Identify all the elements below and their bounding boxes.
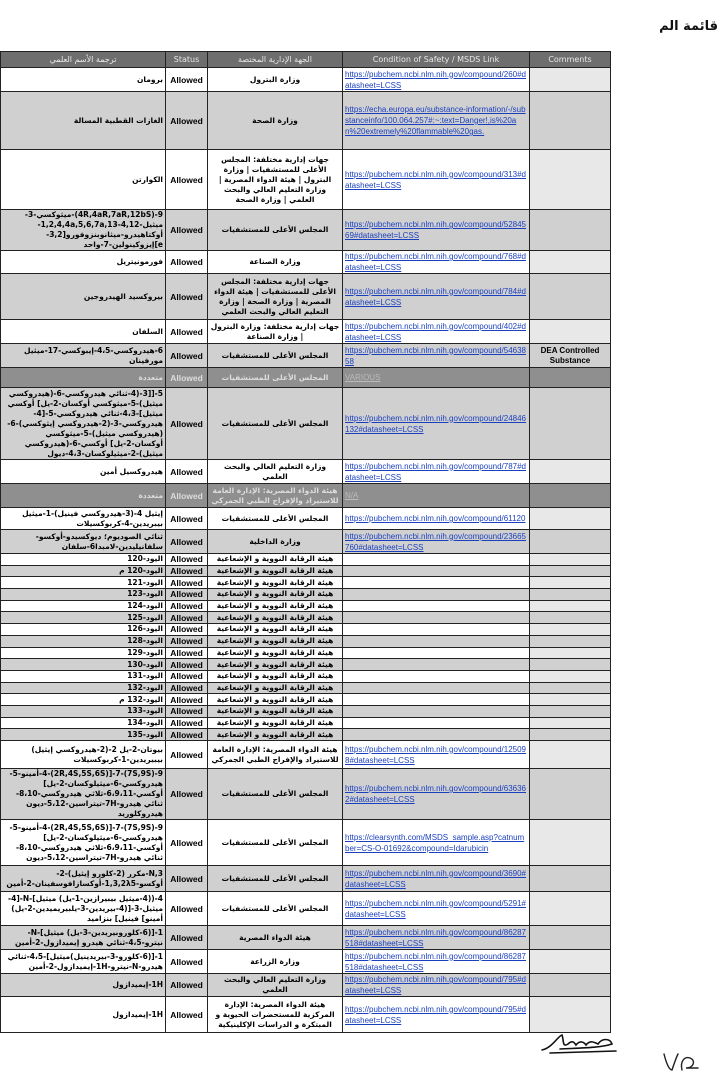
cell-authority: جهات إدارية مختلفة: المجلس الأعلى للمستشفيات | هيئة الدواء المصرية | وزارة الصحة | وزارة التعليم العالي والبحث العلمي [208, 274, 343, 320]
header-status: Status [166, 52, 208, 68]
cell-authority: هيئة الرقابة النووية و الإشعاعية [208, 717, 343, 729]
cell-comment [530, 866, 611, 892]
table-row [1, 484, 611, 508]
cell-comment [530, 624, 611, 636]
cell-status: Allowed [166, 368, 208, 388]
cell-authority: هيئة الرقابة النووية و الإشعاعية [208, 694, 343, 706]
cell-status: Allowed [166, 892, 208, 926]
table-row [1, 694, 611, 706]
cell-link [343, 705, 530, 717]
cell-link[interactable]: https://pubchem.ncbi.nlm.nih.gov/compound/5291#datasheet=LCSS [343, 892, 530, 926]
cell-status: Allowed [166, 769, 208, 820]
cell-status: Allowed [166, 694, 208, 706]
cell-status: Allowed [166, 484, 208, 508]
cell-authority: هيئة الرقابة النووية و الإشعاعية [208, 589, 343, 601]
cell-link[interactable]: https://pubchem.ncbi.nlm.nih.gov/compound/5463858 [343, 344, 530, 368]
cell-link[interactable]: https://pubchem.ncbi.nlm.nih.gov/compound/787#datasheet=LCSS [343, 460, 530, 484]
cell-name: اليود-120 [1, 554, 166, 566]
cell-comment [530, 320, 611, 344]
cell-comment [530, 741, 611, 769]
cell-name: اليود-126 [1, 624, 166, 636]
cell-status: Allowed [166, 682, 208, 694]
cell-link[interactable]: https://clearsynth.com/MSDS_sample.asp?catnumber=CS-O-01692&compound=Idarubicin [343, 820, 530, 866]
cell-link [343, 612, 530, 624]
cell-comment [530, 368, 611, 388]
cell-name: 9-(7S,9S)-7-[(2R,4S,5S,6S)-4-أمينو-5-هيدروكسي-6-ميثيلوكسان-2-يل] أوكسي-6،9،11-ثلاثي هيدروكسي-8،10-ثنائي هيدرو-7H-تيتراسين-5،12-ديون [1, 820, 166, 866]
cell-comment [530, 926, 611, 950]
cell-status: Allowed [166, 344, 208, 368]
cell-authority: وزارة الزراعة [208, 950, 343, 974]
table-row [1, 682, 611, 694]
cell-link: N/A [343, 484, 530, 508]
cell-comment [530, 729, 611, 741]
cell-link [343, 647, 530, 659]
table-row [1, 460, 611, 484]
cell-status: Allowed [166, 866, 208, 892]
cell-name: اليود-133 [1, 705, 166, 717]
cell-link[interactable]: https://pubchem.ncbi.nlm.nih.gov/compound/24846132#datasheet=LCSS [343, 388, 530, 460]
cell-comment [530, 565, 611, 577]
cell-name: السلفان [1, 320, 166, 344]
table-row [1, 670, 611, 682]
table-row [1, 866, 611, 892]
cell-link[interactable]: https://pubchem.ncbi.nlm.nih.gov/compound/795#datasheet=LCSS [343, 974, 530, 997]
cell-name: بيروكسيد الهيدروجين [1, 274, 166, 320]
cell-link [343, 694, 530, 706]
cell-status: Allowed [166, 251, 208, 274]
table-row [1, 150, 611, 210]
cell-link [343, 717, 530, 729]
cell-authority: هيئة الرقابة النووية و الإشعاعية [208, 647, 343, 659]
cell-link[interactable]: https://pubchem.ncbi.nlm.nih.gov/compound/23665760#datasheet=LCSS [343, 530, 530, 554]
table-row [1, 647, 611, 659]
table-row [1, 530, 611, 554]
cell-status: Allowed [166, 820, 208, 866]
cell-authority: وزارة التعليم العالي والبحث العلمي [208, 974, 343, 997]
table-row [1, 251, 611, 274]
cell-comment [530, 820, 611, 866]
signature-mark [540, 1030, 620, 1056]
cell-authority: هيئة الرقابة النووية و الإشعاعية [208, 624, 343, 636]
cell-comment [530, 950, 611, 974]
cell-status: Allowed [166, 974, 208, 997]
cell-status: Allowed [166, 589, 208, 601]
cell-comment [530, 92, 611, 150]
table-row [1, 717, 611, 729]
cell-link [343, 624, 530, 636]
cell-status: Allowed [166, 635, 208, 647]
cell-authority: هيئة الدواء المصرية: الإدارة العامة للاستيراد والإفراج الطبي الجمركي [208, 484, 343, 508]
cell-authority: هيئة الدواء المصرية: الإدارة العامة للاستيراد والإفراج الطبي الجمركي [208, 741, 343, 769]
cell-name: اليود-128 [1, 635, 166, 647]
cell-comment [530, 274, 611, 320]
header-authority: الجهة الإدارية المختصة [208, 52, 343, 68]
cell-link [343, 589, 530, 601]
cell-link[interactable]: https://pubchem.ncbi.nlm.nih.gov/compound/402#datasheet=LCSS [343, 320, 530, 344]
cell-authority: هيئة الرقابة النووية و الإشعاعية [208, 612, 343, 624]
table-row [1, 344, 611, 368]
cell-link[interactable]: https://pubchem.ncbi.nlm.nih.gov/compound/795#datasheet=LCSS [343, 997, 530, 1033]
cell-link [343, 554, 530, 566]
table-row [1, 926, 611, 950]
cell-name: 1H-إيميدازول [1, 974, 166, 997]
cell-status: Allowed [166, 320, 208, 344]
cell-name: 5-[[3-(4-ثنائي هيدروكسي-6-(هيدروكسي ميثيل)-5-ميثوكسي أوكسان-2-يل] أوكسي ميثيل]-4،3-ثنائي هيدروكسي-5-[4-هيدروكسي-3-(2-هيدروكسي إيثوكسي)-6-(هيدروكسي ميثيل)-5-ميثوكسي أوكسان-2-يل] أوكسي-6-(هيدروكسي ميثيل)-2-ميثيلوكسان-4،3-ديول [1, 388, 166, 460]
cell-authority: هيئة الرقابة النووية و الإشعاعية [208, 670, 343, 682]
table-row [1, 950, 611, 974]
table-row [1, 274, 611, 320]
cell-link[interactable]: https://pubchem.ncbi.nlm.nih.gov/compound/5284569#datasheet=LCSS [343, 210, 530, 251]
page-number [660, 1048, 700, 1074]
cell-name: 9-(4R,4aR,7aR,12bS)-ميثوكسي-3-ميثيل-4,12-1,2,4,4a,5,6,7a,13-أوكتاهيدرو-ميثانوبنزوفورو[3,2-e]إيزوكينولين-7-واحد [1, 210, 166, 251]
cell-link[interactable]: https://pubchem.ncbi.nlm.nih.gov/compound/125098#datasheet=LCSS [343, 741, 530, 769]
cell-authority: هيئة الرقابة النووية و الإشعاعية [208, 705, 343, 717]
cell-status: Allowed [166, 565, 208, 577]
cell-status: Allowed [166, 926, 208, 950]
table-row [1, 741, 611, 769]
cell-link[interactable]: https://pubchem.ncbi.nlm.nih.gov/compound/61120 [343, 508, 530, 530]
cell-comment [530, 997, 611, 1033]
cell-link[interactable]: https://pubchem.ncbi.nlm.nih.gov/compound/784#datasheet=LCSS [343, 274, 530, 320]
cell-authority: المجلس الأعلى للمستشفيات [208, 388, 343, 460]
header-link: Condition of Safety / MSDS Link [343, 52, 530, 68]
cell-name: بيوتان-2-يل 2-(2-هيدروكسي إيثيل) بيبيريدين-1-كربوكسيلات [1, 741, 166, 769]
cell-name: اليود-121 [1, 577, 166, 589]
table-row [1, 68, 611, 92]
cell-authority: هيئة الرقابة النووية و الإشعاعية [208, 565, 343, 577]
cell-comment [530, 68, 611, 92]
table-row [1, 210, 611, 251]
cell-authority: هيئة الرقابة النووية و الإشعاعية [208, 729, 343, 741]
cell-comment [530, 150, 611, 210]
header-comments: Comments [530, 52, 611, 68]
cell-authority: وزارة الصناعة [208, 251, 343, 274]
cell-link[interactable]: https://pubchem.ncbi.nlm.nih.gov/compound/768#datasheet=LCSS [343, 251, 530, 274]
cell-authority: المجلس الأعلى للمستشفيات [208, 508, 343, 530]
cell-status: Allowed [166, 670, 208, 682]
cell-link: VARIOUS [343, 368, 530, 388]
cell-comment [530, 508, 611, 530]
cell-comment [530, 484, 611, 508]
cell-link[interactable]: https://pubchem.ncbi.nlm.nih.gov/compound/86287518#datasheet=LCSS [343, 926, 530, 950]
cell-status: Allowed [166, 624, 208, 636]
cell-authority: وزارة البترول [208, 68, 343, 92]
table-row [1, 92, 611, 150]
cell-status: Allowed [166, 705, 208, 717]
cell-status: Allowed [166, 150, 208, 210]
cell-status: Allowed [166, 659, 208, 671]
document-title: قائمة الم [659, 19, 718, 34]
cell-comment [530, 892, 611, 926]
cell-authority: وزارة التعليم العالي والبحث العلمي [208, 460, 343, 484]
table-row [1, 320, 611, 344]
cell-link[interactable]: https://pubchem.ncbi.nlm.nih.gov/compound/3690#datasheet=LCSS [343, 866, 530, 892]
cell-name: 1-[(6-كلوروبيريدين-3-يل) ميثيل]-N-نيترو-4،5-ثنائي هيدرو إيميدازول-2-أمين [1, 926, 166, 950]
cell-authority: وزارة الداخلية [208, 530, 343, 554]
cell-link [343, 729, 530, 741]
cell-status: Allowed [166, 729, 208, 741]
table-row [1, 600, 611, 612]
cell-name: فورمونيتريل [1, 251, 166, 274]
table-row [1, 997, 611, 1033]
cell-status: Allowed [166, 612, 208, 624]
cell-status: Allowed [166, 647, 208, 659]
cell-comment [530, 554, 611, 566]
table-row [1, 589, 611, 601]
cell-comment: DEA Controlled Substance [530, 344, 611, 368]
cell-status: Allowed [166, 388, 208, 460]
cell-comment [530, 647, 611, 659]
table-row [1, 729, 611, 741]
table-row [1, 892, 611, 926]
cell-name: اليود-135 [1, 729, 166, 741]
table-row [1, 508, 611, 530]
cell-name: 1H-إيميدازول [1, 997, 166, 1033]
table-row [1, 565, 611, 577]
cell-name: N,3-مكرر (2-كلورو إيثيل)-2-أوكسو-1,3,2λ5-أوكسازافوسفينان-2-أمين [1, 866, 166, 892]
cell-authority: هيئة الرقابة النووية و الإشعاعية [208, 577, 343, 589]
cell-comment [530, 612, 611, 624]
cell-status: Allowed [166, 508, 208, 530]
cell-name: برومان [1, 68, 166, 92]
table-row [1, 659, 611, 671]
cell-name: اليود-134 [1, 717, 166, 729]
cell-comment [530, 251, 611, 274]
table-row [1, 554, 611, 566]
cell-comment [530, 705, 611, 717]
cell-name: اليود-129 [1, 647, 166, 659]
cell-comment [530, 635, 611, 647]
cell-status: Allowed [166, 600, 208, 612]
table-body [1, 68, 611, 1033]
cell-status: Allowed [166, 717, 208, 729]
cell-comment [530, 577, 611, 589]
cell-comment [530, 460, 611, 484]
cell-name: 4-((4-ميثيل بيبيرازين-1-يل) ميثيل]-N-[4-ميثيل-3-[(4-بيريدين-3-يلبيريميدين-2-يل) أمينو] فينيل] بنزاميد [1, 892, 166, 926]
cell-comment [530, 210, 611, 251]
cell-link [343, 635, 530, 647]
cell-status: Allowed [166, 554, 208, 566]
cell-authority: هيئة الدواء المصرية [208, 926, 343, 950]
cell-link[interactable]: https://echa.europa.eu/substance-information/-/substanceinfo/100.064.257#:~:text=Danger!,is%20an%20extremely%20flammable%20gas. [343, 92, 530, 150]
cell-authority: جهات إدارية مختلفة: المجلس الأعلى للمستشفيات | وزارة البترول | هيئة الدواء المصرية | وزارة التعليم العالي والبحث العلمي | وزارة الصحة [208, 150, 343, 210]
table-row [1, 820, 611, 866]
cell-status: Allowed [166, 274, 208, 320]
cell-comment [530, 769, 611, 820]
header-name: ترجمة الأسم العلمي [1, 52, 166, 68]
cell-name: إيثيل 4-(3-هيدروكسي فينيل)-1-ميثيل بيبريدين-4-كربوكسيلات [1, 508, 166, 530]
cell-comment [530, 530, 611, 554]
cell-link[interactable]: https://pubchem.ncbi.nlm.nih.gov/compound/313#datasheet=LCSS [343, 150, 530, 210]
cell-comment [530, 388, 611, 460]
cell-status: Allowed [166, 997, 208, 1033]
cell-authority: المجلس الأعلى للمستشفيات [208, 866, 343, 892]
cell-authority: المجلس الأعلى للمستشفيات [208, 769, 343, 820]
cell-comment [530, 682, 611, 694]
cell-authority: المجلس الأعلى للمستشفيات [208, 892, 343, 926]
cell-name: اليود-131 [1, 670, 166, 682]
table-row [1, 635, 611, 647]
cell-comment [530, 589, 611, 601]
cell-comment [530, 717, 611, 729]
cell-comment [530, 659, 611, 671]
cell-status: Allowed [166, 530, 208, 554]
cell-comment [530, 974, 611, 997]
cell-status: Allowed [166, 460, 208, 484]
cell-name: الكوارتن [1, 150, 166, 210]
cell-name: ثنائي الصوديوم؛ ديوكسيدو-أوكسو-سلفانيليدين-لامبدا6-سلفان [1, 530, 166, 554]
cell-status: Allowed [166, 92, 208, 150]
cell-link [343, 600, 530, 612]
table-row [1, 974, 611, 997]
cell-authority: هيئة الرقابة النووية و الإشعاعية [208, 554, 343, 566]
cell-name: متعددة [1, 368, 166, 388]
cell-name: اليود-120 م [1, 565, 166, 577]
table-row [1, 705, 611, 717]
cell-name: اليود-132 م [1, 694, 166, 706]
cell-name: اليود-124 [1, 600, 166, 612]
cell-authority: هيئة الدواء المصرية: الإدارة المركزية للمستحضرات الحيوية و المبتكرة و الدراسات الإكلينيكية [208, 997, 343, 1033]
cell-name: 6-هيدروكسي-4،5-إيبوكسي-17-ميثيل مورفينان [1, 344, 166, 368]
cell-authority: هيئة الرقابة النووية و الإشعاعية [208, 635, 343, 647]
cell-authority: المجلس الأعلى للمستشفيات [208, 820, 343, 866]
table-header-row [1, 52, 611, 68]
cell-link [343, 659, 530, 671]
cell-authority: وزارة الصحة [208, 92, 343, 150]
cell-authority: هيئة الرقابة النووية و الإشعاعية [208, 682, 343, 694]
table-row [1, 368, 611, 388]
cell-name: 1-[(6-كلورو-3-بيريدينيل)ميثيل]-4،5-ثنائي هيدرو-N-نيترو-1H-إيميدازول-2-أمين [1, 950, 166, 974]
cell-link [343, 577, 530, 589]
cell-link [343, 670, 530, 682]
table-row [1, 388, 611, 460]
cell-authority: هيئة الرقابة النووية و الإشعاعية [208, 659, 343, 671]
cell-status: Allowed [166, 950, 208, 974]
cell-name: اليود-123 [1, 589, 166, 601]
cell-status: Allowed [166, 741, 208, 769]
cell-comment [530, 694, 611, 706]
cell-comment [530, 600, 611, 612]
table-row [1, 624, 611, 636]
cell-name: اليود-125 [1, 612, 166, 624]
cell-name: اليود-130 [1, 659, 166, 671]
substances-table [0, 51, 611, 1033]
cell-authority: جهات إدارية مختلفة: وزارة البترول | وزارة الصناعة [208, 320, 343, 344]
cell-status: Allowed [166, 210, 208, 251]
cell-authority: المجلس الأعلى للمستشفيات [208, 344, 343, 368]
cell-name: هيدروكسيل أمين [1, 460, 166, 484]
cell-status: Allowed [166, 577, 208, 589]
cell-link [343, 565, 530, 577]
cell-authority: المجلس الأعلى للمستشفيات [208, 210, 343, 251]
cell-link[interactable]: https://pubchem.ncbi.nlm.nih.gov/compound/636362#datasheet=LCSS [343, 769, 530, 820]
cell-name: اليود-132 [1, 682, 166, 694]
cell-authority: المجلس الأعلى للمستشفيات [208, 368, 343, 388]
cell-link[interactable]: https://pubchem.ncbi.nlm.nih.gov/compound/260#datasheet=LCSS [343, 68, 530, 92]
cell-authority: هيئة الرقابة النووية و الإشعاعية [208, 600, 343, 612]
cell-comment [530, 670, 611, 682]
table-row [1, 577, 611, 589]
table-row [1, 612, 611, 624]
cell-name: الغازات القطبية المسالة [1, 92, 166, 150]
cell-status: Allowed [166, 68, 208, 92]
cell-link[interactable]: https://pubchem.ncbi.nlm.nih.gov/compound/86287518#datasheet=LCSS [343, 950, 530, 974]
cell-name: 9-(7S,9S)-7-[(2R,4S,5S,6S)-4-أمينو-5-هيدروكسي-6-ميثيلوكسان-2-يل] أوكسي-6،9،11-ثلاثي هيدروكسي-8،10-ثنائي هيدرو-7H-تيتراسين-5،12-ديون هيدروكلوريد [1, 769, 166, 820]
table-row [1, 769, 611, 820]
cell-name: متعددة [1, 484, 166, 508]
cell-link [343, 682, 530, 694]
